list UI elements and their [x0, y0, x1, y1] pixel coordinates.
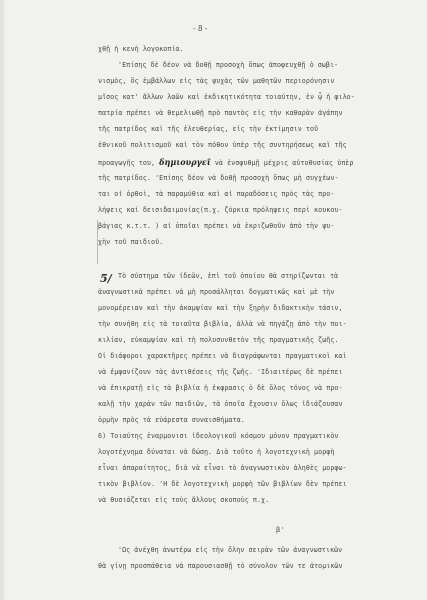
text-line: 'Ως ἀνέχθη ἀνωτέρω εἰς τὴν ὅλην σειρὰν τῶν ἀναγνωστικῶν: [118, 546, 343, 554]
text-line: ἐθνικοῦ πολιτισμοῦ καὶ τὸν πόθον ὑπὲρ τῆς συντηρήσεως καὶ τῆς: [98, 141, 347, 149]
text-line: λογοτέχνημα δύναται νὰ δώσῃ. Διὰ τοῦτο ἡ λογοτεχνικὴ μορφὴ: [98, 448, 335, 456]
text-line: τικὸν βιβλίον. 'Η δὲ λογοτεχνικὴ μορφὴ τῶν βιβλίων δὲν πρέπει: [98, 480, 347, 488]
text-line: τὴν συνήθη εἰς τὰ τοιαῦτα βιβλία, ἀλλὰ νὰ πηγάζῃ ἀπὸ τὴν ποι-: [98, 320, 347, 328]
text-line: ται οἱ ὀρθοὶ, τὰ παραμύθια καὶ αἱ παραδόσεις πρὸς τὰς προ-: [98, 190, 335, 198]
section-mark: β': [276, 526, 285, 534]
text-line: θὰ γίνῃ προσπάθεια νὰ παρουσιασθῇ τὸ σύνολον τῶν τε ἀτομικῶν: [98, 562, 343, 570]
text-fragment: προαγωγῆς του,: [98, 159, 156, 167]
text-line: νισμὸς, ὅς ἐμβάλλων εἰς τὰς ψυχὰς τῶν μαθητῶν περιορόνησιν: [98, 77, 335, 85]
text-line: πατρία πρέπει νὰ θεμελιωθῇ πρὸ παντὸς εἰς τὴν καθαρὰν ἀγάπην: [98, 109, 343, 117]
handwritten-margin-mark: 5/: [100, 272, 112, 285]
text-line: τῆς πατρίδος καὶ τῆς ἐλευθερίας, εἰς τὴν ἐκτίμησιν τοῦ: [98, 125, 319, 133]
text-line: μῖσος κατ' ἄλλων λαῶν καὶ ἐκδικητικότητα τοιαύτην, ἐν ᾧ ἡ φιλο-: [98, 93, 355, 101]
text-line: μονομέρειαν καὶ τὴν ἀκαμψίαν καὶ τὴν ξηρὴν διδακτικὴν τάσιν,: [98, 304, 343, 312]
text-line: τῆς πατρίδος. 'Επίσης δέον νὰ δοθῇ προσοχὴ ὅπως μὴ συγχέων-: [98, 174, 339, 182]
text-line: νὰ θυσιάζεται εἰς τοὺς ἄλλους σκοποὺς π.χ.: [98, 496, 270, 504]
text-line: χθῇ ἡ κενὴ λογοκοπία.: [98, 45, 184, 53]
text-line: [98, 158, 353, 167]
text-line: καλῇ τὴν χαρὰν τῶν παιδιῶν, τὰ ὁποῖα ἔχουσιν ὅλως ἰδιάζουσαν: [98, 400, 343, 408]
text-line: 'Επίσης δὲ δέον νὰ δοθῇ προσοχὴ ὅπως ἀποφευχθῇ ὁ σωβι-: [118, 61, 339, 69]
text-line: ἀναγνωστικὰ πρέπει νὰ μὴ προσάλληται δογματικῶς καὶ μὲ τὴν: [98, 288, 335, 296]
text-line: βάγιας κ.τ.τ. ) αἱ ὁποῖαι πρέπει νὰ ἐκριζωθοῦν ἀπὸ τὴν ψυ-: [98, 222, 335, 230]
text-line: Τὸ σύστημα τῶν ἰδεῶν, ἐπὶ τοῦ ὁποίου θὰ στηρίζωνται τὰ: [118, 272, 339, 280]
text-line: νὰ ἐπικρατῇ εἰς τὰ βιβλία ἡ ἐκφρασις ὁ δὲ ὅλος τόνος νὰ προ-: [98, 384, 343, 392]
page-number: -8-: [192, 24, 210, 33]
text-line: νὰ ἐμφανίζουν τὰς ἀντιθέσεις τῆς ζωῆς. 'Ιδιαιτέρως δὲ πρέπει: [98, 368, 343, 376]
text-line: 6) Τοιαύτης ἐναρμονισι ἰδεολογικοῦ κόσμου μόνον πραγματικὸν: [98, 432, 339, 440]
handwritten-insert: δημιουργεῖ: [159, 157, 211, 167]
text-line: κιλίαν, εὐκαμψίαν καὶ τὴ πολυσυνθετὸν τῆς πραγματικῆς ζωῆς.: [98, 336, 339, 344]
text-line: ὁρμὴν πρὸς τὰ εὐάρεστα συναισθήματα.: [98, 416, 245, 424]
text-line: χὴν τοῦ παιδιοῦ.: [98, 238, 164, 246]
text-line: λήψεις καὶ δεισιδαιμονίας(π.χ. ζόρκια πρόληψεις περὶ κουκου-: [98, 206, 343, 214]
text-fragment: νὰ ἐνσφυθμῇ μέχρις αὐτοθυσίας ὑπὲρ: [214, 159, 354, 167]
text-line: εἶναι ἀπαραίτητος, διὰ νὰ εἶναι τὸ ἀναγνωστικὸν ἀληθὲς μορφω-: [98, 464, 347, 472]
text-line: Οἱ διάφοροι χαρακτῆρες πρέπει νὰ διαγράφωνται πραγματικοὶ καὶ: [98, 352, 347, 360]
pencil-bracket-mark: [97, 220, 101, 264]
